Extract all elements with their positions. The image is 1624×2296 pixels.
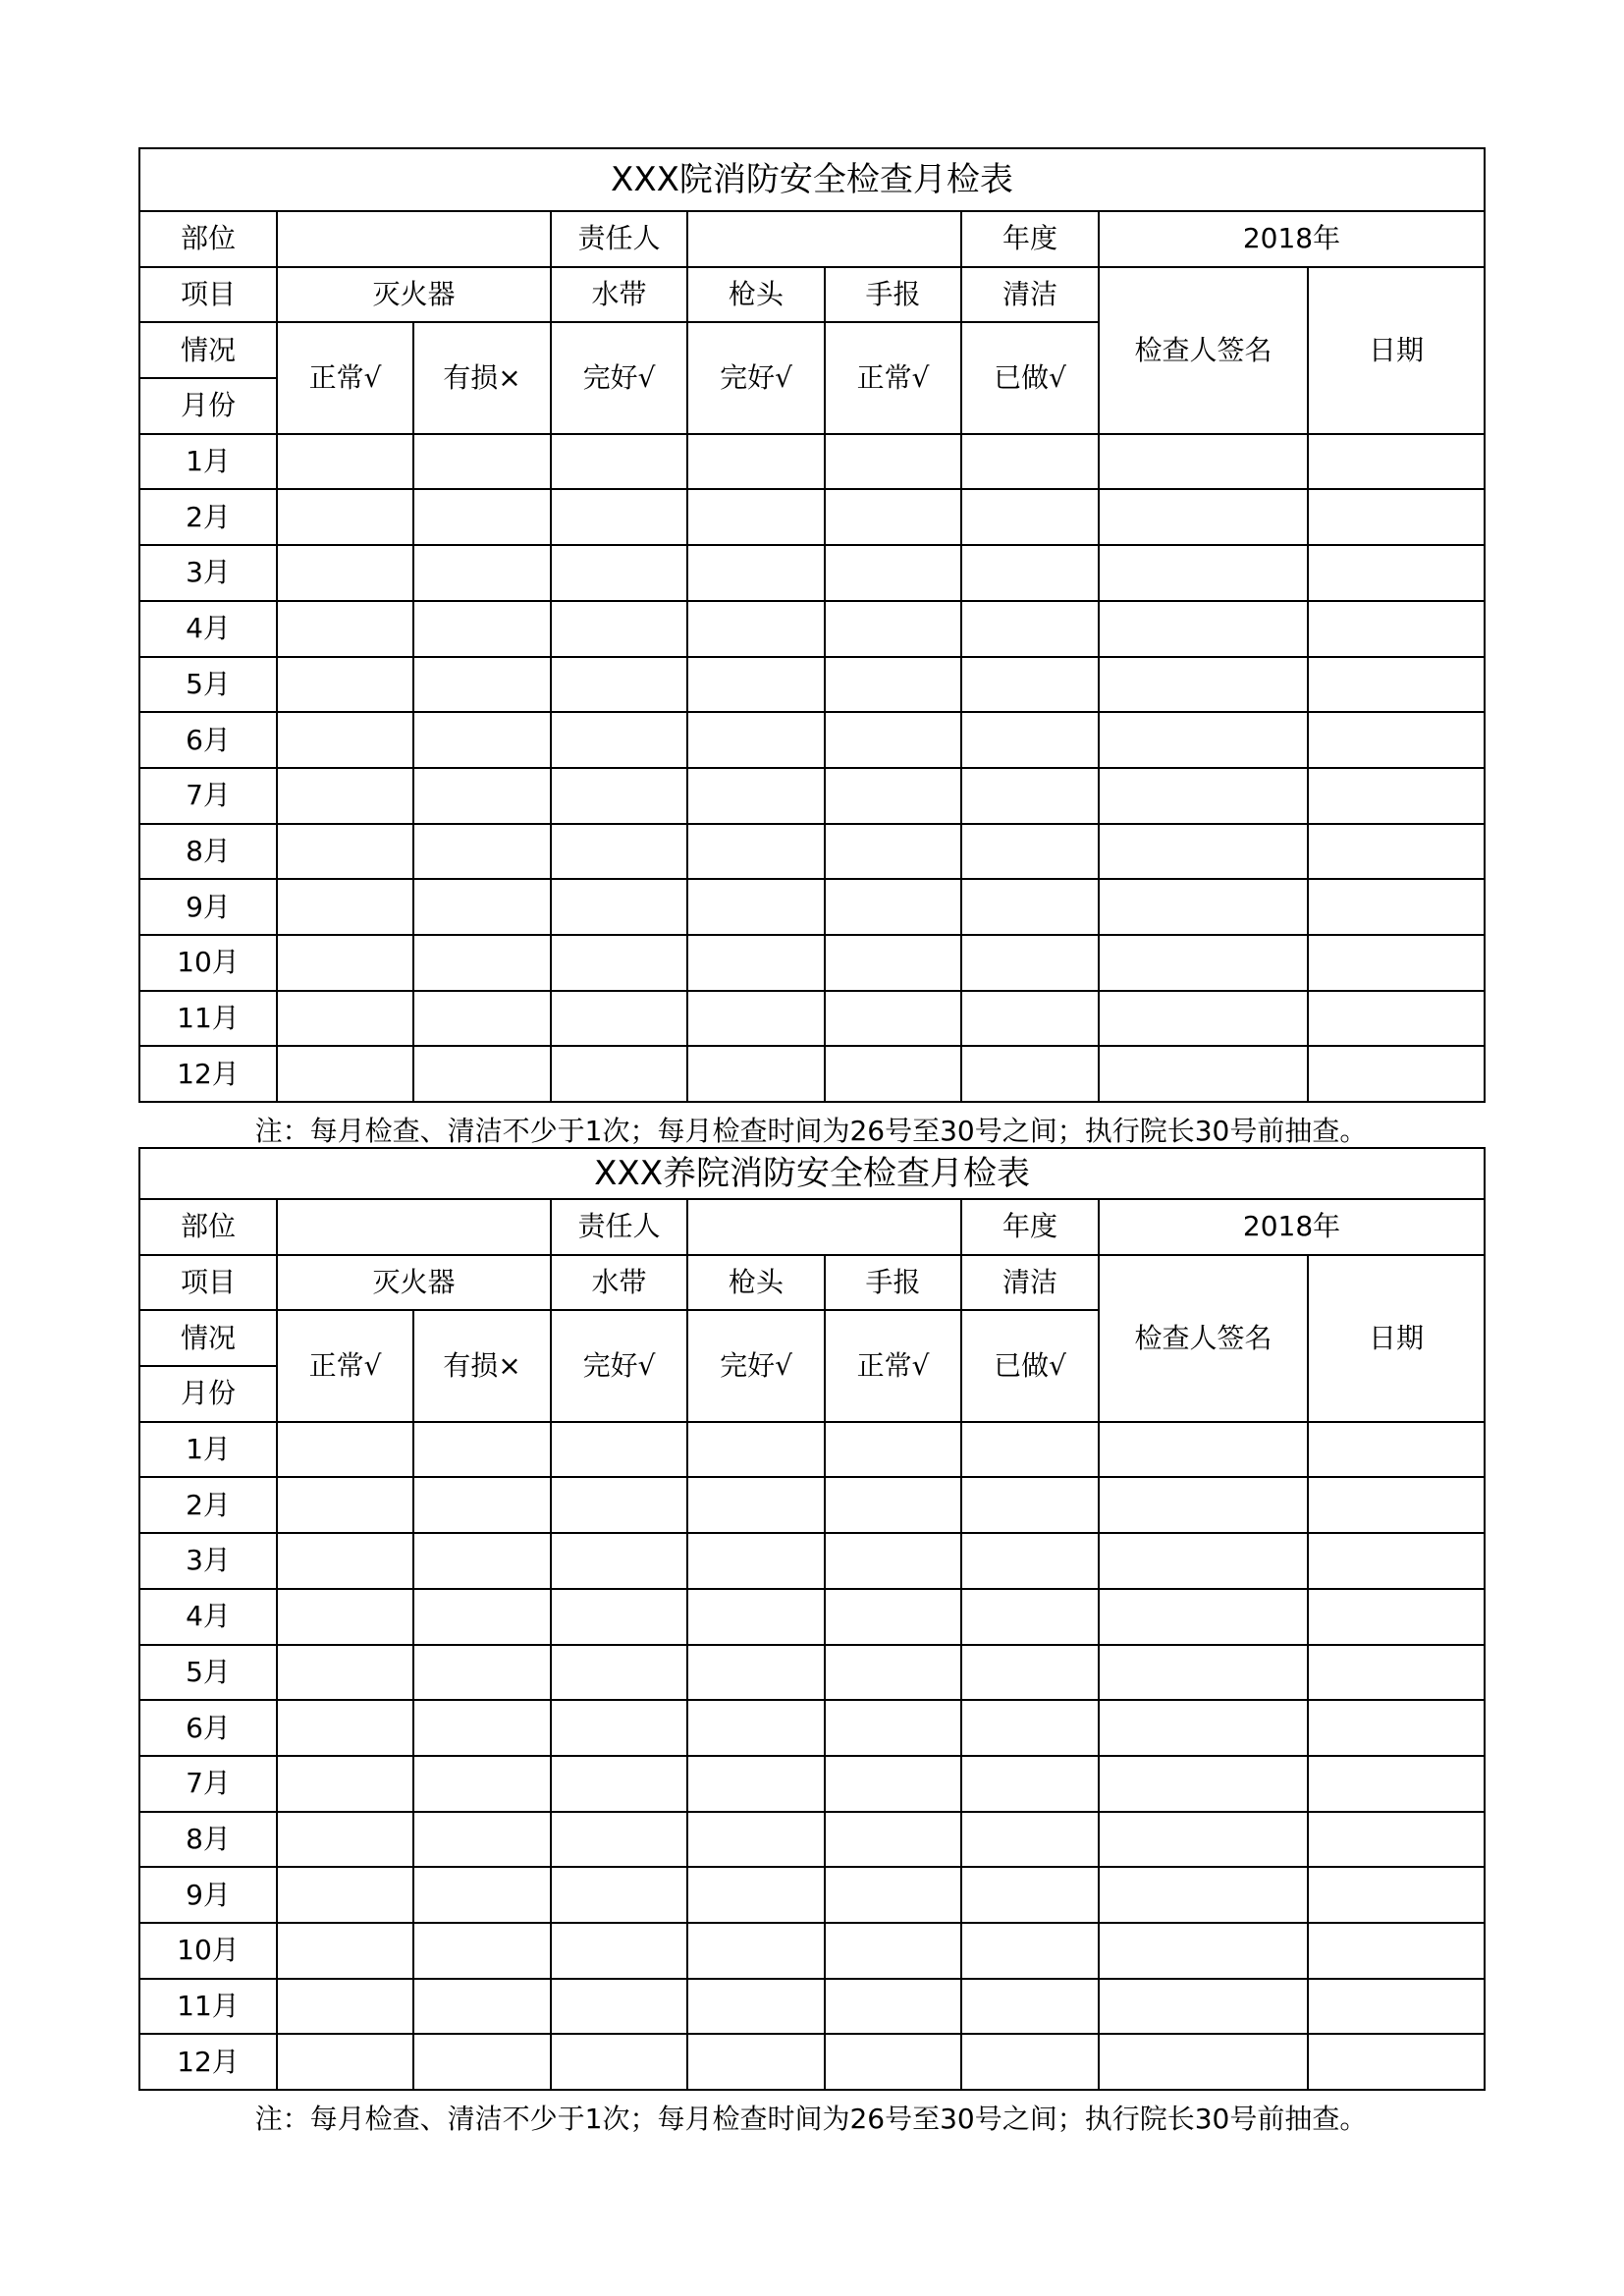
nozzle-cell[interactable] (687, 434, 825, 490)
date-cell[interactable] (1308, 1923, 1485, 1979)
extinguisher-normal-cell[interactable] (277, 879, 413, 935)
hose-cell[interactable] (551, 1756, 687, 1812)
month-row (139, 1979, 1485, 2035)
month-row (139, 601, 1485, 657)
cleaning-cell[interactable] (961, 1756, 1099, 1812)
extinguisher-damaged-cell[interactable] (413, 434, 551, 490)
cleaning-cell[interactable] (961, 489, 1099, 545)
item-nozzle: 枪头 (687, 1255, 825, 1311)
extinguisher-normal-cell[interactable] (277, 1046, 413, 1102)
alarm-cell[interactable] (825, 657, 961, 713)
hose-cell[interactable] (551, 1533, 687, 1589)
extinguisher-normal-cell[interactable] (277, 1533, 413, 1589)
nozzle-cell[interactable] (687, 879, 825, 935)
item-cleaning: 清洁 (961, 267, 1099, 323)
signer-header: 检查人签名 (1099, 1255, 1308, 1422)
extinguisher-damaged-cell[interactable] (413, 2034, 551, 2090)
month-cell: 2月 (139, 489, 277, 545)
extinguisher-damaged-cell[interactable] (413, 824, 551, 880)
nozzle-cell[interactable] (687, 768, 825, 824)
signer-cell[interactable] (1099, 824, 1308, 880)
month-cell: 12月 (139, 2034, 277, 2090)
status-damaged: 有损× (413, 322, 551, 433)
nozzle-cell[interactable] (687, 1867, 825, 1923)
item-cleaning: 清洁 (961, 1255, 1099, 1311)
cleaning-cell[interactable] (961, 1867, 1099, 1923)
status-hose-intact: 完好√ (551, 1310, 687, 1421)
cleaning-cell[interactable] (961, 879, 1099, 935)
extinguisher-damaged-cell[interactable] (413, 879, 551, 935)
status-nozzle-intact: 完好√ (687, 1310, 825, 1421)
month-row (139, 712, 1485, 768)
date-cell[interactable] (1308, 601, 1485, 657)
date-cell[interactable] (1308, 768, 1485, 824)
status-damaged: 有损× (413, 1310, 551, 1421)
extinguisher-normal-cell[interactable] (277, 1645, 413, 1701)
extinguisher-normal-cell[interactable] (277, 545, 413, 601)
status-normal: 正常√ (277, 1310, 413, 1421)
nozzle-cell[interactable] (687, 657, 825, 713)
month-cell: 3月 (139, 1533, 277, 1589)
extinguisher-damaged-cell[interactable] (413, 1923, 551, 1979)
date-cell[interactable] (1308, 879, 1485, 935)
hose-cell[interactable] (551, 434, 687, 490)
cleaning-cell[interactable] (961, 1533, 1099, 1589)
cleaning-cell[interactable] (961, 1923, 1099, 1979)
hose-cell[interactable] (551, 601, 687, 657)
month-row (139, 1756, 1485, 1812)
month-row (139, 935, 1485, 991)
hose-cell[interactable] (551, 1422, 687, 1478)
extinguisher-normal-cell[interactable] (277, 824, 413, 880)
signer-cell[interactable] (1099, 1756, 1308, 1812)
signer-cell[interactable] (1099, 1477, 1308, 1533)
status-hose-intact: 完好√ (551, 322, 687, 433)
dept-field[interactable] (277, 1199, 551, 1255)
signer-cell[interactable] (1099, 879, 1308, 935)
item-label: 项目 (139, 1255, 277, 1311)
alarm-cell[interactable] (825, 1477, 961, 1533)
month-cell: 6月 (139, 712, 277, 768)
signer-cell[interactable] (1099, 545, 1308, 601)
alarm-cell[interactable] (825, 601, 961, 657)
month-row (139, 1700, 1485, 1756)
hose-cell[interactable] (551, 935, 687, 991)
month-row (139, 2034, 1485, 2090)
extinguisher-damaged-cell[interactable] (413, 768, 551, 824)
form-title: XXX养院消防安全检查月检表 (139, 1148, 1485, 1199)
item-extinguisher: 灭火器 (277, 267, 551, 323)
month-row (139, 1533, 1485, 1589)
nozzle-cell[interactable] (687, 1812, 825, 1868)
cleaning-cell[interactable] (961, 1477, 1099, 1533)
hose-cell[interactable] (551, 712, 687, 768)
status-normal: 正常√ (277, 322, 413, 433)
nozzle-cell[interactable] (687, 545, 825, 601)
extinguisher-damaged-cell[interactable] (413, 1756, 551, 1812)
month-row (139, 768, 1485, 824)
year-value[interactable]: 2018年 (1099, 211, 1485, 267)
signer-cell[interactable] (1099, 1422, 1308, 1478)
signer-cell[interactable] (1099, 657, 1308, 713)
hose-cell[interactable] (551, 879, 687, 935)
month-row (139, 1867, 1485, 1923)
extinguisher-normal-cell[interactable] (277, 1756, 413, 1812)
month-row (139, 1046, 1485, 1102)
item-hose: 水带 (551, 267, 687, 323)
dept-label: 部位 (139, 211, 277, 267)
alarm-cell[interactable] (825, 1589, 961, 1645)
date-cell[interactable] (1308, 1477, 1485, 1533)
month-row (139, 879, 1485, 935)
status-cleaning-done: 已做√ (961, 1310, 1099, 1421)
extinguisher-damaged-cell[interactable] (413, 1645, 551, 1701)
status-nozzle-intact: 完好√ (687, 322, 825, 433)
date-cell[interactable] (1308, 991, 1485, 1047)
month-row (139, 1645, 1485, 1701)
owner-field[interactable] (687, 1199, 961, 1255)
item-alarm: 手报 (825, 267, 961, 323)
item-alarm: 手报 (825, 1255, 961, 1311)
extinguisher-normal-cell[interactable] (277, 1589, 413, 1645)
signer-cell[interactable] (1099, 935, 1308, 991)
extinguisher-damaged-cell[interactable] (413, 712, 551, 768)
cleaning-cell[interactable] (961, 768, 1099, 824)
extinguisher-normal-cell[interactable] (277, 935, 413, 991)
hose-cell[interactable] (551, 2034, 687, 2090)
month-row (139, 545, 1485, 601)
alarm-cell[interactable] (825, 1645, 961, 1701)
nozzle-cell[interactable] (687, 1756, 825, 1812)
date-cell[interactable] (1308, 434, 1485, 490)
form-title: XXX院消防安全检查月检表 (139, 148, 1485, 211)
extinguisher-damaged-cell[interactable] (413, 1700, 551, 1756)
extinguisher-damaged-cell[interactable] (413, 991, 551, 1047)
month-cell: 9月 (139, 1867, 277, 1923)
date-cell[interactable] (1308, 1589, 1485, 1645)
nozzle-cell[interactable] (687, 991, 825, 1047)
extinguisher-normal-cell[interactable] (277, 1923, 413, 1979)
item-label: 项目 (139, 267, 277, 323)
alarm-cell[interactable] (825, 768, 961, 824)
cleaning-cell[interactable] (961, 2034, 1099, 2090)
month-cell: 3月 (139, 545, 277, 601)
hose-cell[interactable] (551, 1812, 687, 1868)
date-cell[interactable] (1308, 489, 1485, 545)
date-cell[interactable] (1308, 545, 1485, 601)
signer-cell[interactable] (1099, 1923, 1308, 1979)
inspection-form-1 (138, 147, 1484, 1160)
hose-cell[interactable] (551, 1923, 687, 1979)
alarm-cell[interactable] (825, 489, 961, 545)
signer-cell[interactable] (1099, 1046, 1308, 1102)
nozzle-cell[interactable] (687, 1979, 825, 2035)
nozzle-cell[interactable] (687, 1923, 825, 1979)
cleaning-cell[interactable] (961, 545, 1099, 601)
month-cell: 5月 (139, 657, 277, 713)
signer-cell[interactable] (1099, 434, 1308, 490)
date-header: 日期 (1308, 1255, 1485, 1422)
item-nozzle: 枪头 (687, 267, 825, 323)
month-row (139, 1589, 1485, 1645)
alarm-cell[interactable] (825, 2034, 961, 2090)
year-label: 年度 (961, 1199, 1099, 1255)
extinguisher-damaged-cell[interactable] (413, 1979, 551, 2035)
cleaning-cell[interactable] (961, 1812, 1099, 1868)
month-cell: 8月 (139, 824, 277, 880)
alarm-cell[interactable] (825, 1756, 961, 1812)
nozzle-cell[interactable] (687, 1422, 825, 1478)
inspection-form-2 (138, 1147, 1484, 2148)
cleaning-cell[interactable] (961, 601, 1099, 657)
month-label: 月份 (139, 378, 277, 434)
date-cell[interactable] (1308, 1867, 1485, 1923)
extinguisher-normal-cell[interactable] (277, 768, 413, 824)
date-cell[interactable] (1308, 657, 1485, 713)
nozzle-cell[interactable] (687, 489, 825, 545)
date-cell[interactable] (1308, 1700, 1485, 1756)
hose-cell[interactable] (551, 1979, 687, 2035)
date-cell[interactable] (1308, 1812, 1485, 1868)
alarm-cell[interactable] (825, 1923, 961, 1979)
extinguisher-normal-cell[interactable] (277, 1477, 413, 1533)
hose-cell[interactable] (551, 657, 687, 713)
signer-cell[interactable] (1099, 489, 1308, 545)
cleaning-cell[interactable] (961, 1979, 1099, 2035)
dept-field[interactable] (277, 211, 551, 267)
month-cell: 8月 (139, 1812, 277, 1868)
date-cell[interactable] (1308, 1645, 1485, 1701)
cleaning-cell[interactable] (961, 1645, 1099, 1701)
hose-cell[interactable] (551, 1867, 687, 1923)
month-row (139, 991, 1485, 1047)
signer-cell[interactable] (1099, 768, 1308, 824)
nozzle-cell[interactable] (687, 601, 825, 657)
date-cell[interactable] (1308, 1533, 1485, 1589)
month-cell: 1月 (139, 434, 277, 490)
nozzle-cell[interactable] (687, 1046, 825, 1102)
extinguisher-damaged-cell[interactable] (413, 1422, 551, 1478)
status-cleaning-done: 已做√ (961, 322, 1099, 433)
alarm-cell[interactable] (825, 1700, 961, 1756)
alarm-cell[interactable] (825, 824, 961, 880)
nozzle-cell[interactable] (687, 712, 825, 768)
nozzle-cell[interactable] (687, 2034, 825, 2090)
alarm-cell[interactable] (825, 1533, 961, 1589)
hose-cell[interactable] (551, 991, 687, 1047)
hose-cell[interactable] (551, 545, 687, 601)
extinguisher-normal-cell[interactable] (277, 489, 413, 545)
hose-cell[interactable] (551, 824, 687, 880)
nozzle-cell[interactable] (687, 1700, 825, 1756)
cleaning-cell[interactable] (961, 824, 1099, 880)
signer-cell[interactable] (1099, 991, 1308, 1047)
extinguisher-damaged-cell[interactable] (413, 1477, 551, 1533)
month-row (139, 657, 1485, 713)
signer-cell[interactable] (1099, 601, 1308, 657)
extinguisher-normal-cell[interactable] (277, 2034, 413, 2090)
extinguisher-damaged-cell[interactable] (413, 489, 551, 545)
signer-cell[interactable] (1099, 1812, 1308, 1868)
signer-cell[interactable] (1099, 1979, 1308, 2035)
date-cell[interactable] (1308, 824, 1485, 880)
extinguisher-damaged-cell[interactable] (413, 545, 551, 601)
hose-cell[interactable] (551, 1046, 687, 1102)
cleaning-cell[interactable] (961, 1046, 1099, 1102)
signer-cell[interactable] (1099, 2034, 1308, 2090)
alarm-cell[interactable] (825, 1046, 961, 1102)
date-cell[interactable] (1308, 1756, 1485, 1812)
signer-cell[interactable] (1099, 1700, 1308, 1756)
month-cell: 7月 (139, 1756, 277, 1812)
month-row (139, 824, 1485, 880)
extinguisher-normal-cell[interactable] (277, 1422, 413, 1478)
year-value[interactable]: 2018年 (1099, 1199, 1485, 1255)
extinguisher-damaged-cell[interactable] (413, 1046, 551, 1102)
signer-cell[interactable] (1099, 1867, 1308, 1923)
cleaning-cell[interactable] (961, 712, 1099, 768)
cleaning-cell[interactable] (961, 1700, 1099, 1756)
status-label: 情况 (139, 1310, 277, 1366)
alarm-cell[interactable] (825, 935, 961, 991)
date-cell[interactable] (1308, 1979, 1485, 2035)
month-cell: 7月 (139, 768, 277, 824)
date-header: 日期 (1308, 267, 1485, 434)
month-cell: 11月 (139, 1979, 277, 2035)
cleaning-cell[interactable] (961, 657, 1099, 713)
month-cell: 4月 (139, 601, 277, 657)
extinguisher-damaged-cell[interactable] (413, 1867, 551, 1923)
month-cell: 6月 (139, 1700, 277, 1756)
footnote: 注：每月检查、清洁不少于1次；每月检查时间为26号至30号之间；执行院长30号前抽查。 (254, 1115, 1368, 1147)
extinguisher-normal-cell[interactable] (277, 601, 413, 657)
alarm-cell[interactable] (825, 434, 961, 490)
nozzle-cell[interactable] (687, 1589, 825, 1645)
month-cell: 4月 (139, 1589, 277, 1645)
status-label: 情况 (139, 322, 277, 378)
cleaning-cell[interactable] (961, 935, 1099, 991)
month-cell: 10月 (139, 935, 277, 991)
month-row (139, 1422, 1485, 1478)
cleaning-cell[interactable] (961, 991, 1099, 1047)
alarm-cell[interactable] (825, 545, 961, 601)
month-row (139, 1477, 1485, 1533)
cleaning-cell[interactable] (961, 1422, 1099, 1478)
extinguisher-normal-cell[interactable] (277, 1700, 413, 1756)
alarm-cell[interactable] (825, 1422, 961, 1478)
inspection-table (138, 1147, 1486, 2091)
alarm-cell[interactable] (825, 1979, 961, 2035)
extinguisher-normal-cell[interactable] (277, 1812, 413, 1868)
signer-cell[interactable] (1099, 1645, 1308, 1701)
alarm-cell[interactable] (825, 991, 961, 1047)
month-cell: 10月 (139, 1923, 277, 1979)
alarm-cell[interactable] (825, 1867, 961, 1923)
hose-cell[interactable] (551, 489, 687, 545)
extinguisher-damaged-cell[interactable] (413, 935, 551, 991)
month-row (139, 1812, 1485, 1868)
signer-cell[interactable] (1099, 1589, 1308, 1645)
item-extinguisher: 灭火器 (277, 1255, 551, 1311)
extinguisher-normal-cell[interactable] (277, 1979, 413, 2035)
extinguisher-normal-cell[interactable] (277, 712, 413, 768)
item-hose: 水带 (551, 1255, 687, 1311)
month-cell: 1月 (139, 1422, 277, 1478)
dept-label: 部位 (139, 1199, 277, 1255)
month-row (139, 434, 1485, 490)
year-label: 年度 (961, 211, 1099, 267)
date-cell[interactable] (1308, 712, 1485, 768)
nozzle-cell[interactable] (687, 824, 825, 880)
signer-cell[interactable] (1099, 712, 1308, 768)
cleaning-cell[interactable] (961, 434, 1099, 490)
extinguisher-normal-cell[interactable] (277, 1867, 413, 1923)
owner-label: 责任人 (551, 1199, 687, 1255)
date-cell[interactable] (1308, 2034, 1485, 2090)
extinguisher-normal-cell[interactable] (277, 991, 413, 1047)
date-cell[interactable] (1308, 1422, 1485, 1478)
inspection-table (138, 147, 1486, 1103)
alarm-cell[interactable] (825, 1812, 961, 1868)
month-cell: 11月 (139, 991, 277, 1047)
month-cell: 9月 (139, 879, 277, 935)
alarm-cell[interactable] (825, 879, 961, 935)
hose-cell[interactable] (551, 1645, 687, 1701)
extinguisher-normal-cell[interactable] (277, 434, 413, 490)
owner-field[interactable] (687, 211, 961, 267)
nozzle-cell[interactable] (687, 1533, 825, 1589)
owner-label: 责任人 (551, 211, 687, 267)
nozzle-cell[interactable] (687, 935, 825, 991)
nozzle-cell[interactable] (687, 1477, 825, 1533)
alarm-cell[interactable] (825, 712, 961, 768)
extinguisher-normal-cell[interactable] (277, 657, 413, 713)
footnote: 注：每月检查、清洁不少于1次；每月检查时间为26号至30号之间；执行院长30号前抽查。 (254, 2103, 1368, 2135)
hose-cell[interactable] (551, 1700, 687, 1756)
month-cell: 2月 (139, 1477, 277, 1533)
hose-cell[interactable] (551, 1477, 687, 1533)
date-cell[interactable] (1308, 935, 1485, 991)
extinguisher-damaged-cell[interactable] (413, 1589, 551, 1645)
month-row (139, 489, 1485, 545)
cleaning-cell[interactable] (961, 1589, 1099, 1645)
month-row (139, 1923, 1485, 1979)
month-label: 月份 (139, 1366, 277, 1422)
date-cell[interactable] (1308, 1046, 1485, 1102)
extinguisher-damaged-cell[interactable] (413, 657, 551, 713)
month-cell: 12月 (139, 1046, 277, 1102)
hose-cell[interactable] (551, 1589, 687, 1645)
signer-header: 检查人签名 (1099, 267, 1308, 434)
month-cell: 5月 (139, 1645, 277, 1701)
status-alarm-normal: 正常√ (825, 322, 961, 433)
extinguisher-damaged-cell[interactable] (413, 601, 551, 657)
hose-cell[interactable] (551, 768, 687, 824)
extinguisher-damaged-cell[interactable] (413, 1533, 551, 1589)
extinguisher-damaged-cell[interactable] (413, 1812, 551, 1868)
signer-cell[interactable] (1099, 1533, 1308, 1589)
status-alarm-normal: 正常√ (825, 1310, 961, 1421)
nozzle-cell[interactable] (687, 1645, 825, 1701)
